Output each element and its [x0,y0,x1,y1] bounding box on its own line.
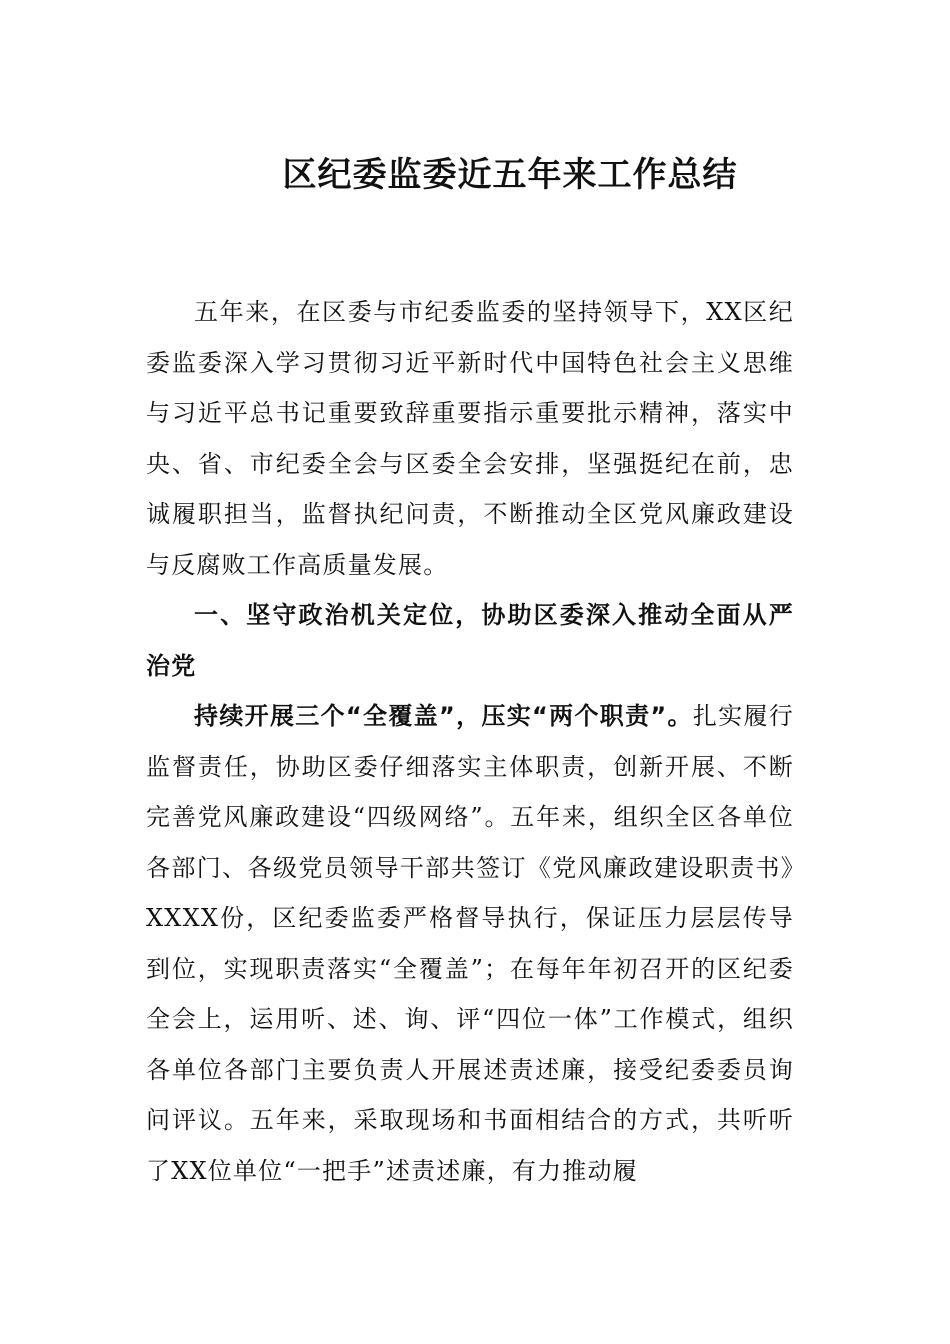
intro-paragraph: 五年来，在区委与市纪委监委的坚持领导下，XX区纪委监委深入学习贯彻习近平新时代中国特色社会主义思维与习近平总书记重要致辞重要指示重要批示精神，落实中央、省、市纪委全会与区委全会安排，坚强挺纪在前，忠诚履职担当，监督执纪问责，不断推动全区党风廉政建设与反腐败工作高质量发展。 [146,298,794,579]
document-title: 区纪委监委近五年来工作总结 [282,155,738,195]
document-body [146,287,794,1196]
section-lead-sentence: 持续开展三个“全覆盖”，压实“两个职责”。 [194,702,693,730]
section-paragraph [146,691,794,1196]
section-heading: 一、坚守政治机关定位，协助区委深入推动全面从严治党 [146,601,794,680]
section-paragraph-text: 扎实履行监督责任，协助区委仔细落实主体职责，创新开展、不断完善党风廉政建设“四级网络”。五年来，组织全区各单位各部门、各级党员领导干部共签订《党风廉政建设职责书》XXXX份，区纪委监委严格督导执行，保证压力层层传导到位，实现职责落实“全覆盖”；在每年年初召开的区纪委全会上，运用听、述、询、评“四位一体”工作模式，组织各单位各部门主要负责人开展述责述廉，接受纪委委员询问评议。五年来，采取现场和书面相结合的方式，共听听了XX位单位“一把手”述责述廉，有力推动履 [146,702,794,1185]
